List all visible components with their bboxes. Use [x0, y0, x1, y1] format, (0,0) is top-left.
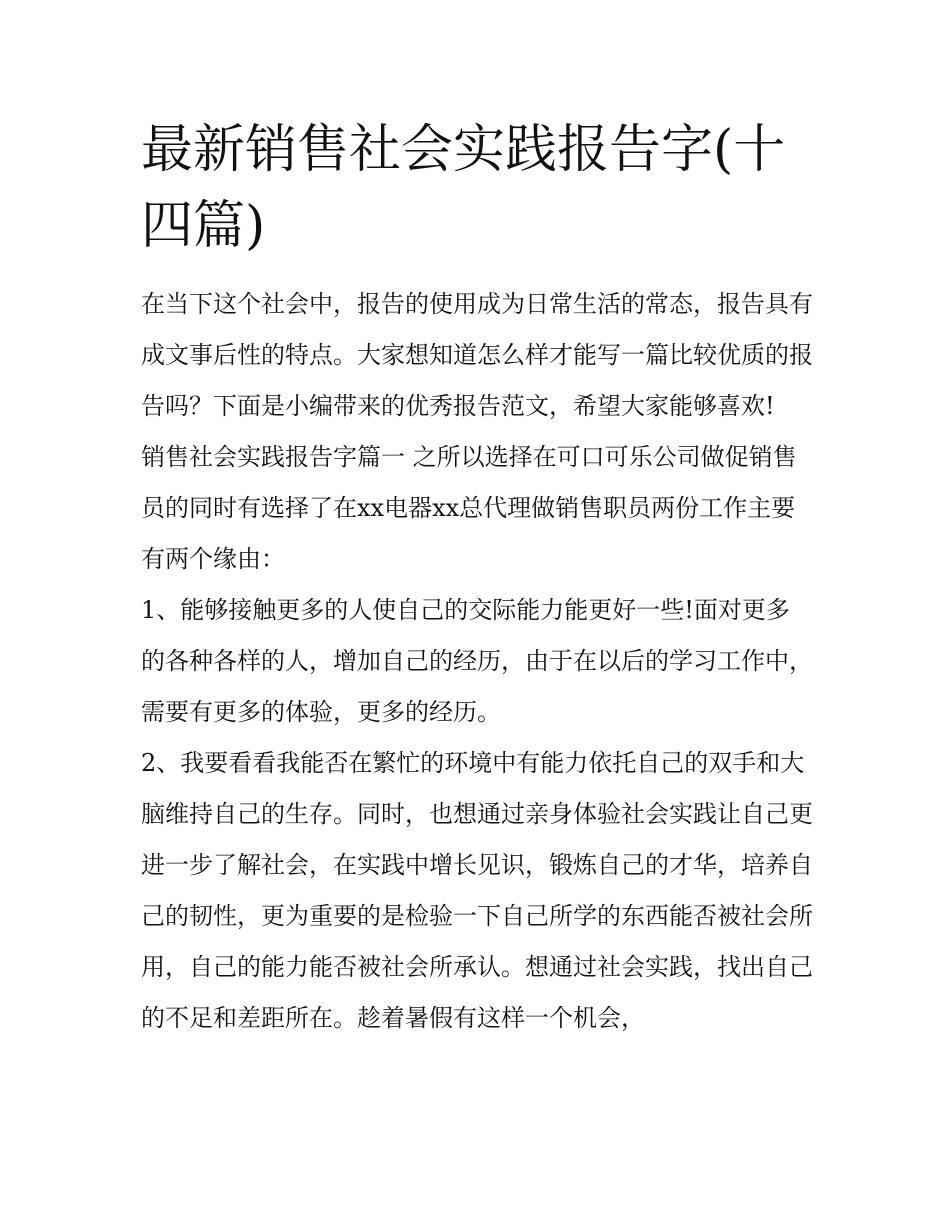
reason-one-paragraph: 1、能够接触更多的人使自己的交际能力能更好一些!面对更多的各种各样的人，增加自己的经历，由于在以后的学习工作中，需要有更多的体验，更多的经历。 — [141, 596, 813, 726]
section-one-paragraph: 销售社会实践报告字篇一 之所以选择在可口可乐公司做促销售员的同时有选择了在xx电器xx总代理做销售职员两份工作主要有两个缘由： — [141, 443, 797, 573]
intro-paragraph: 在当下这个社会中，报告的使用成为日常生活的常态，报告具有成文事后性的特点。大家想知道怎么样才能写一篇比较优质的报告吗？下面是小编带来的优秀报告范文，希望大家能够喜欢! — [141, 290, 813, 420]
document-title: 最新销售社会实践报告字(十四篇) — [141, 120, 786, 256]
document-body — [141, 279, 813, 1044]
reason-two-paragraph: 2、我要看看我能否在繁忙的环境中有能力依托自己的双手和大脑维持自己的生存。同时，也想通过亲身体验社会实践让自己更进一步了解社会，在实践中增长见识，锻炼自己的才华，培养自己的韧性，更为重要的是检验一下自己所学的东西能否被社会所用，自己的能力能否被社会所承认。想通过社会实践，找出自己的不足和差距所在。趁着暑假有这样一个机会， — [141, 749, 813, 1032]
